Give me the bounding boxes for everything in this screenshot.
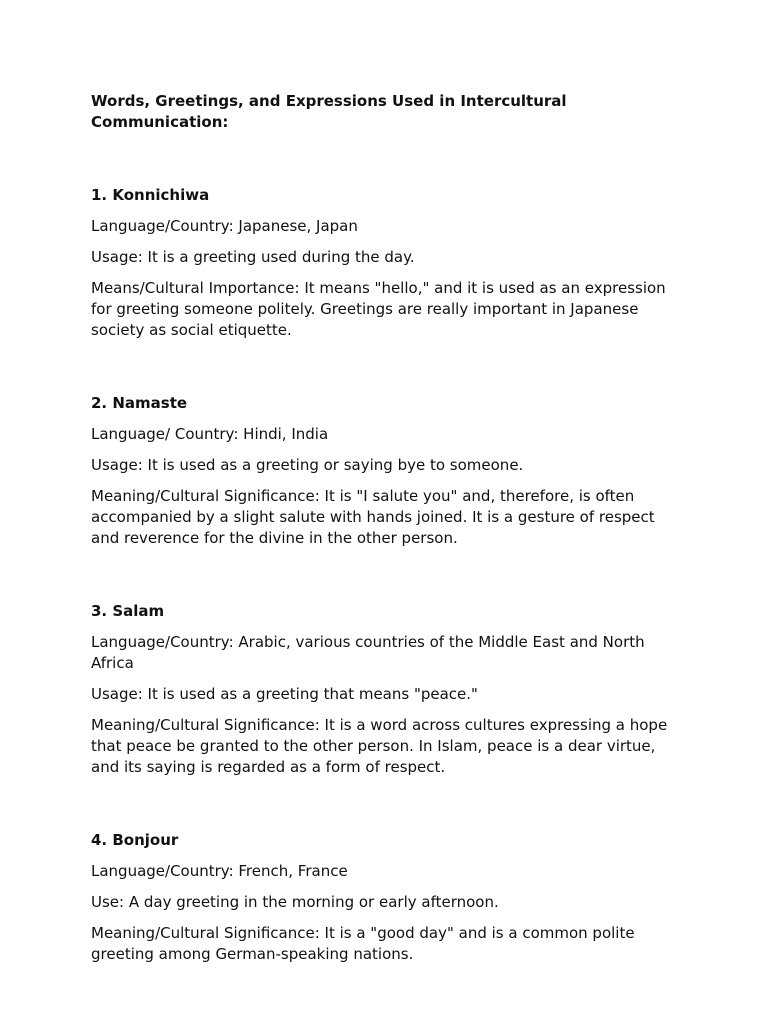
section-heading: 3. Salam	[91, 602, 165, 620]
meaning-text: Meaning/Cultural Significance: It is a "good day" and is a common polite greeting among German-speaking nations.	[91, 924, 635, 963]
spacer	[91, 778, 681, 830]
spacer	[91, 549, 681, 601]
meaning-text: Meaning/Cultural Significance: It is a word across cultures expressing a hope that peace be granted to the other person. In Islam, peace is a dear virtue, and its saying is regarded as a form of respect.	[91, 716, 668, 776]
document-body	[91, 91, 681, 965]
language-country-text: Language/ Country: Hindi, India	[91, 425, 329, 443]
language-country-text: Language/Country: Arabic, various countries of the Middle East and North Africa	[91, 633, 645, 672]
usage-text: Usage: It is used as a greeting that means "peace."	[91, 685, 478, 703]
spacer	[91, 341, 681, 393]
section-bonjour	[91, 830, 681, 965]
meaning-text: Means/Cultural Importance: It means "hello," and it is used as an expression for greeting someone politely. Greetings are really important in Japanese society as social etiquette.	[91, 279, 666, 339]
usage-text: Usage: It is a greeting used during the day.	[91, 248, 415, 266]
document-title: Words, Greetings, and Expressions Used in Intercultural Communication:	[91, 92, 567, 131]
meaning-text: Meaning/Cultural Significance: It is "I salute you" and, therefore, is often accompanied by a slight salute with hands joined. It is a gesture of respect and reverence for the divine in the other person.	[91, 487, 655, 547]
language-country-text: Language/Country: Japanese, Japan	[91, 217, 358, 235]
spacer	[91, 133, 681, 185]
section-heading: 2. Namaste	[91, 394, 188, 412]
usage-text: Usage: It is used as a greeting or saying bye to someone.	[91, 456, 524, 474]
section-heading: 4. Bonjour	[91, 831, 179, 849]
section-namaste	[91, 393, 681, 549]
language-country-text: Language/Country: French, France	[91, 862, 348, 880]
section-konnichiwa	[91, 185, 681, 341]
section-salam	[91, 601, 681, 778]
section-heading: 1. Konnichiwa	[91, 186, 210, 204]
usage-text: Use: A day greeting in the morning or early afternoon.	[91, 893, 499, 911]
